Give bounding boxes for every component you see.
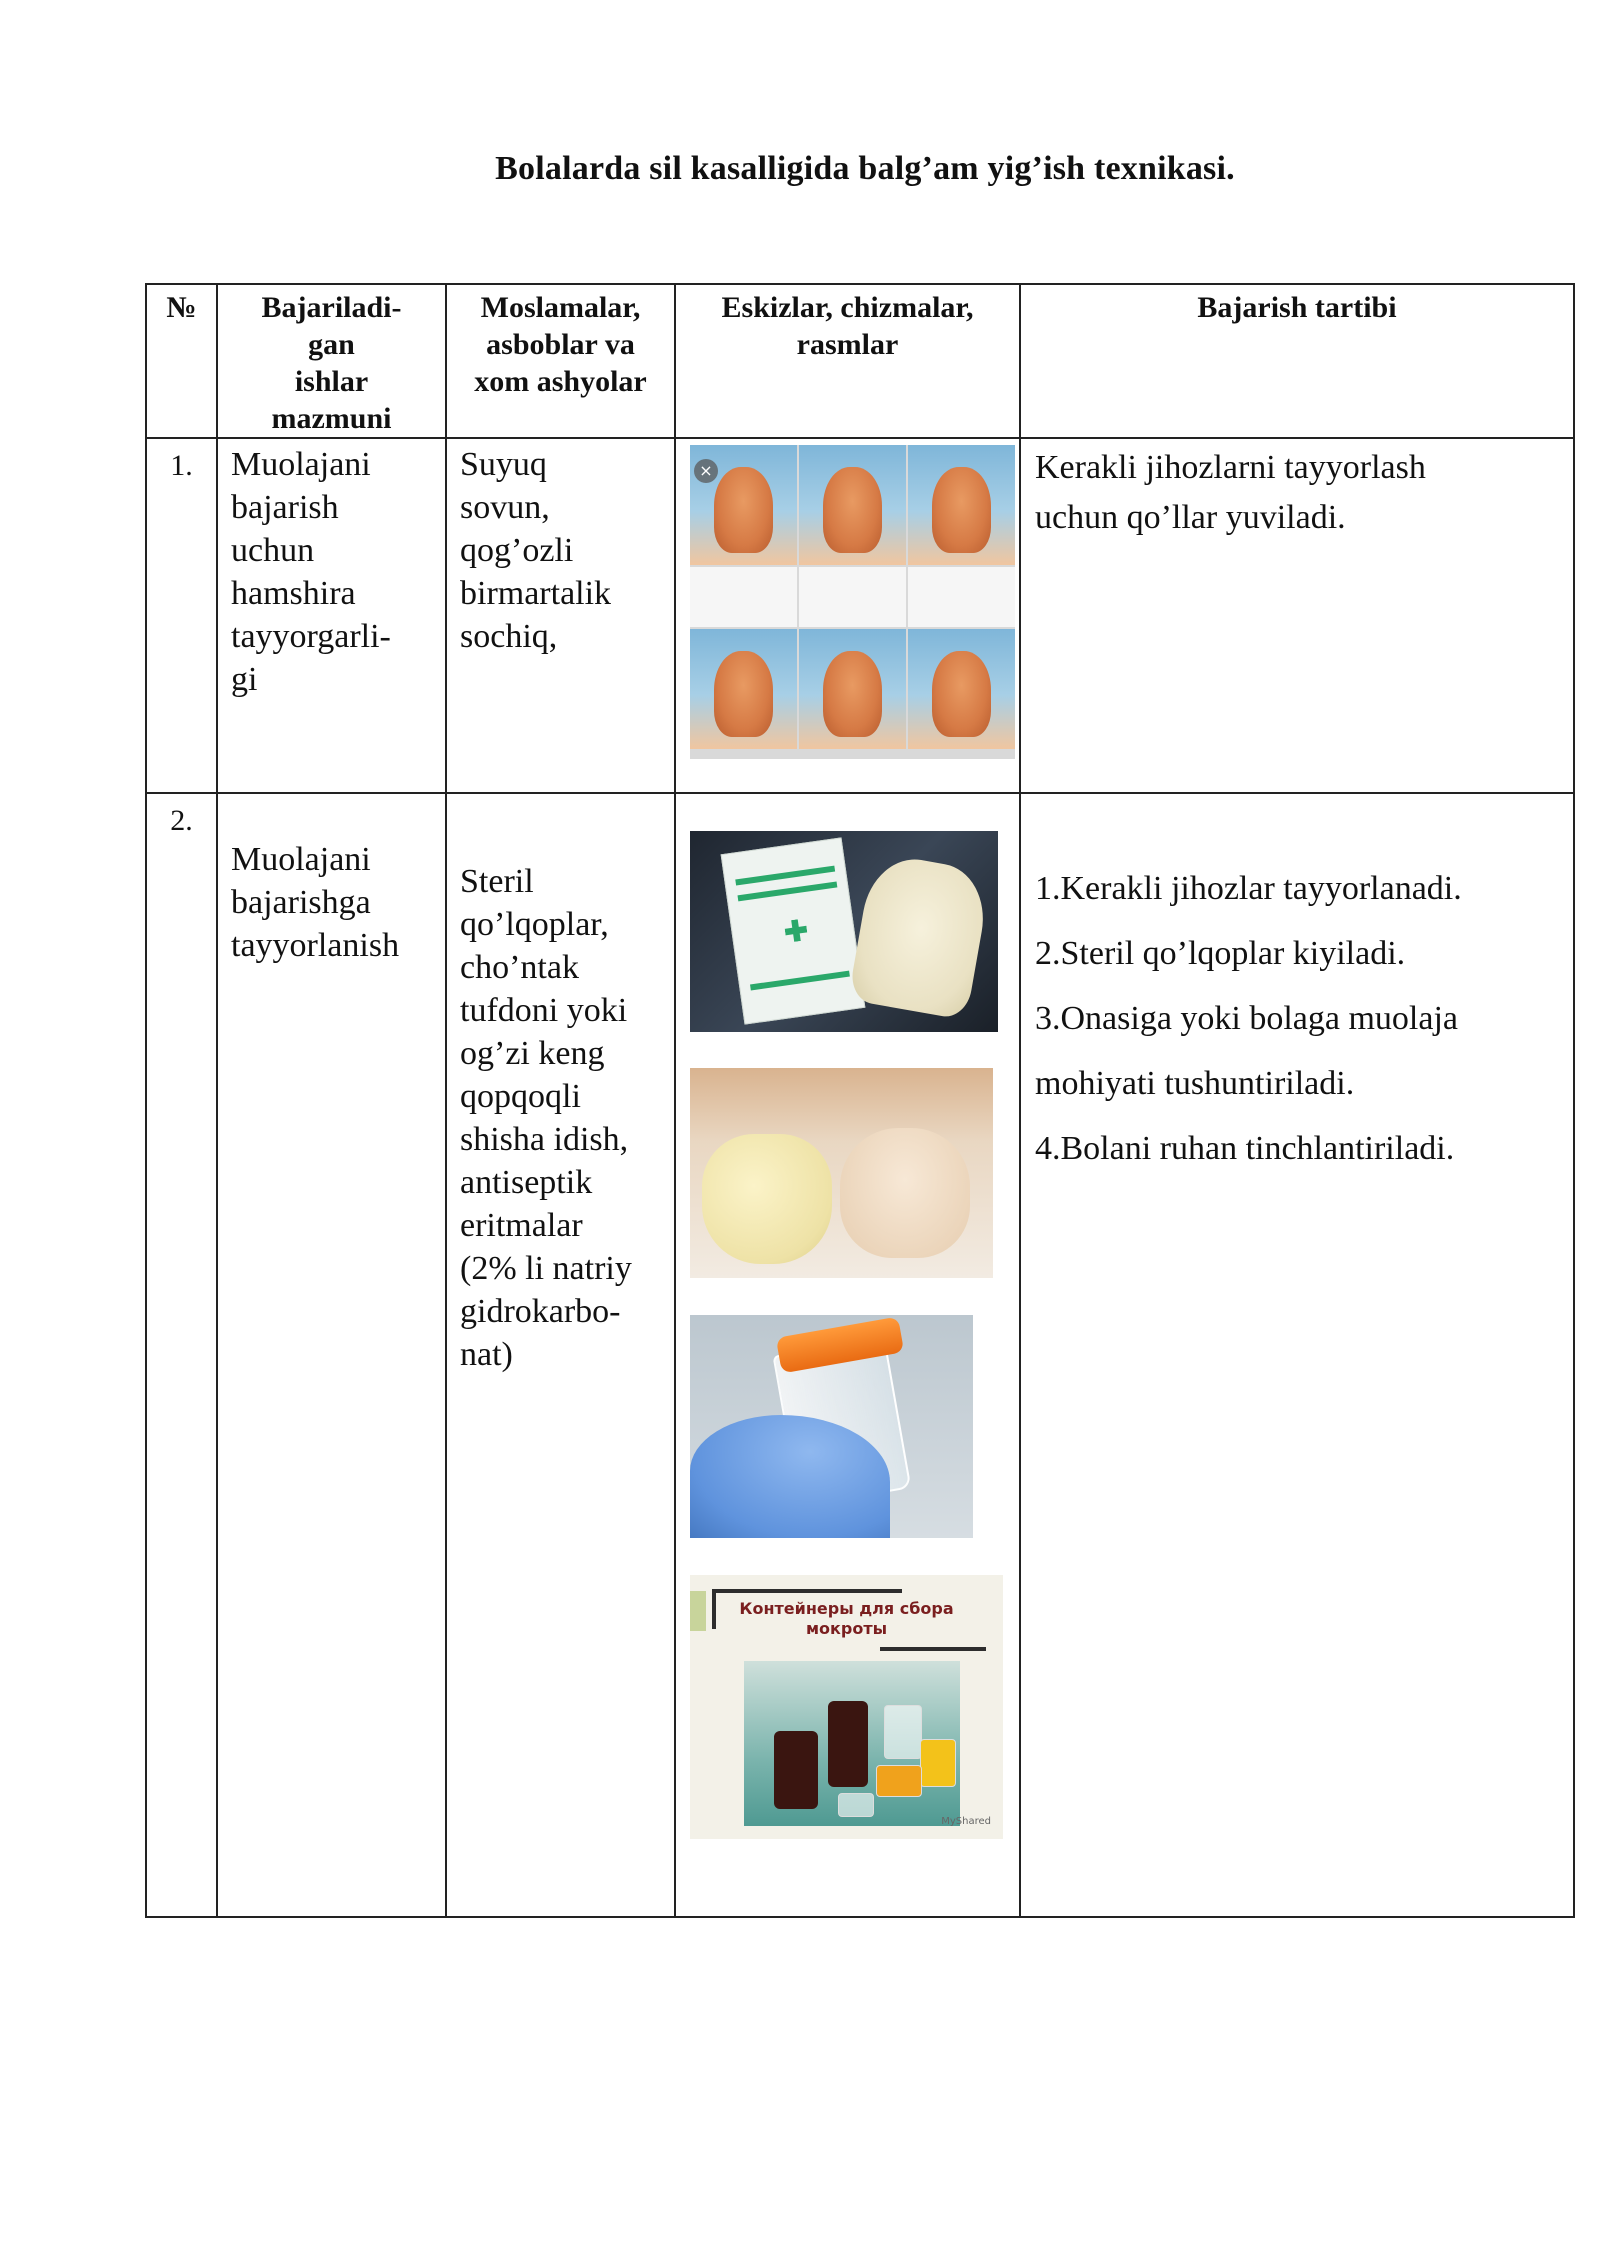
table-row (146, 793, 1574, 1917)
gloved-hand (840, 1128, 970, 1258)
header-num: № (146, 284, 217, 438)
text-line: Muolajani (231, 841, 371, 878)
text-line: birmartalik (460, 575, 612, 612)
text-line: sovun, (460, 489, 550, 526)
text-line: uchun (231, 532, 315, 569)
text-line: tayyorlanish (231, 927, 400, 964)
text-line: 4.Bolani ruhan tinchlantiriladi. (1035, 1130, 1455, 1167)
text-line: qopqoqli (460, 1078, 581, 1115)
text-line: Steril (460, 863, 534, 900)
text-line: 2.Steril qo’lqoplar kiyiladi. (1035, 935, 1406, 972)
header-content-line: mazmuni (271, 402, 392, 435)
procedure-table (145, 283, 1575, 1918)
text-line: gi (231, 661, 258, 698)
row-steps (1020, 438, 1574, 793)
row-tools (446, 793, 675, 1917)
text-line: antiseptik (460, 1164, 593, 1201)
header-content-line: Bajariladi- (261, 291, 402, 324)
glove-package (721, 837, 866, 1024)
slide-line (880, 1647, 986, 1651)
row-steps (1020, 793, 1574, 1917)
text-line: hamshira (231, 575, 356, 612)
slide-title (710, 1599, 983, 1639)
latex-glove (848, 852, 992, 1021)
text-line: qo’lqoplar, (460, 906, 609, 943)
header-tools-line: asboblar va (486, 328, 635, 361)
header-tools-line: Moslamalar, (480, 291, 641, 324)
header-tools-line: xom ashyolar (474, 365, 647, 398)
slide-line (712, 1589, 902, 1593)
text-line: sochiq, (460, 618, 558, 655)
slide-title-line: Контейнеры для сбора (739, 1599, 954, 1618)
row-images (675, 793, 1020, 1917)
text-line: gidrokarbo- (460, 1293, 621, 1330)
text-line: tufdoni yoki (460, 992, 628, 1029)
handwashing-steps-image (690, 445, 1015, 759)
text-line: shisha idish, (460, 1121, 629, 1158)
text-line: Kerakli jihozlarni tayyorlash (1035, 449, 1426, 486)
text-line: bajarishga (231, 884, 371, 921)
handwash-caption (799, 567, 906, 627)
header-content (217, 284, 446, 438)
header-steps: Bajarish tartibi (1020, 284, 1574, 438)
sputum-containers-slide (690, 1575, 1003, 1839)
text-line: og’zi keng (460, 1035, 605, 1072)
row-number: 2. (146, 793, 217, 1917)
handwash-photo (799, 629, 906, 749)
row-number: 1. (146, 438, 217, 793)
close-icon: × (694, 459, 718, 483)
text-line: nat) (460, 1336, 513, 1373)
text-line: Suyuq (460, 446, 547, 483)
handwash-photo (799, 445, 906, 565)
row-tools (446, 438, 675, 793)
header-images-line: Eskizlar, chizmalar, (721, 291, 974, 324)
header-content-line: ishlar (294, 365, 369, 398)
handwash-photo (908, 445, 1015, 565)
text-line: bajarish (231, 489, 339, 526)
sputum-container-image (690, 1315, 973, 1538)
text-line: (2% li natriy (460, 1250, 632, 1287)
slide-title-line: мокроты (805, 1619, 888, 1638)
row-images (675, 438, 1020, 793)
slide-brand: MyShared (941, 1816, 991, 1827)
table-header-row (146, 284, 1574, 438)
header-tools (446, 284, 675, 438)
sterile-gloves-package-image (690, 831, 998, 1032)
text-line: Muolajani (231, 446, 371, 483)
handwash-caption (690, 567, 797, 627)
handwash-caption (908, 567, 1015, 627)
text-line: qog’ozli (460, 532, 574, 569)
text-line: cho’ntak (460, 949, 579, 986)
latex-glove (702, 1134, 832, 1264)
text-line: eritmalar (460, 1207, 583, 1244)
header-images (675, 284, 1020, 438)
handwash-photo (690, 629, 797, 749)
handwash-photo (908, 629, 1015, 749)
slide-accent-bar (690, 1591, 706, 1631)
document-title: Bolalarda sil kasalligida balg’am yig’ish texnikasi. (495, 150, 1235, 187)
row-content (217, 438, 446, 793)
text-line: tayyorgarli- (231, 618, 391, 655)
text-line: uchun qo’llar yuviladi. (1035, 499, 1346, 536)
text-line: 1.Kerakli jihozlar tayyorlanadi. (1035, 870, 1462, 907)
text-line: mohiyati tushuntiriladi. (1035, 1065, 1355, 1102)
header-images-line: rasmlar (796, 328, 899, 361)
header-content-line: gan (308, 328, 355, 361)
row-content (217, 793, 446, 1917)
containers-photo (744, 1661, 960, 1826)
text-line: 3.Onasiga yoki bolaga muolaja (1035, 1000, 1459, 1037)
putting-on-gloves-image (690, 1068, 993, 1278)
table-row (146, 438, 1574, 793)
